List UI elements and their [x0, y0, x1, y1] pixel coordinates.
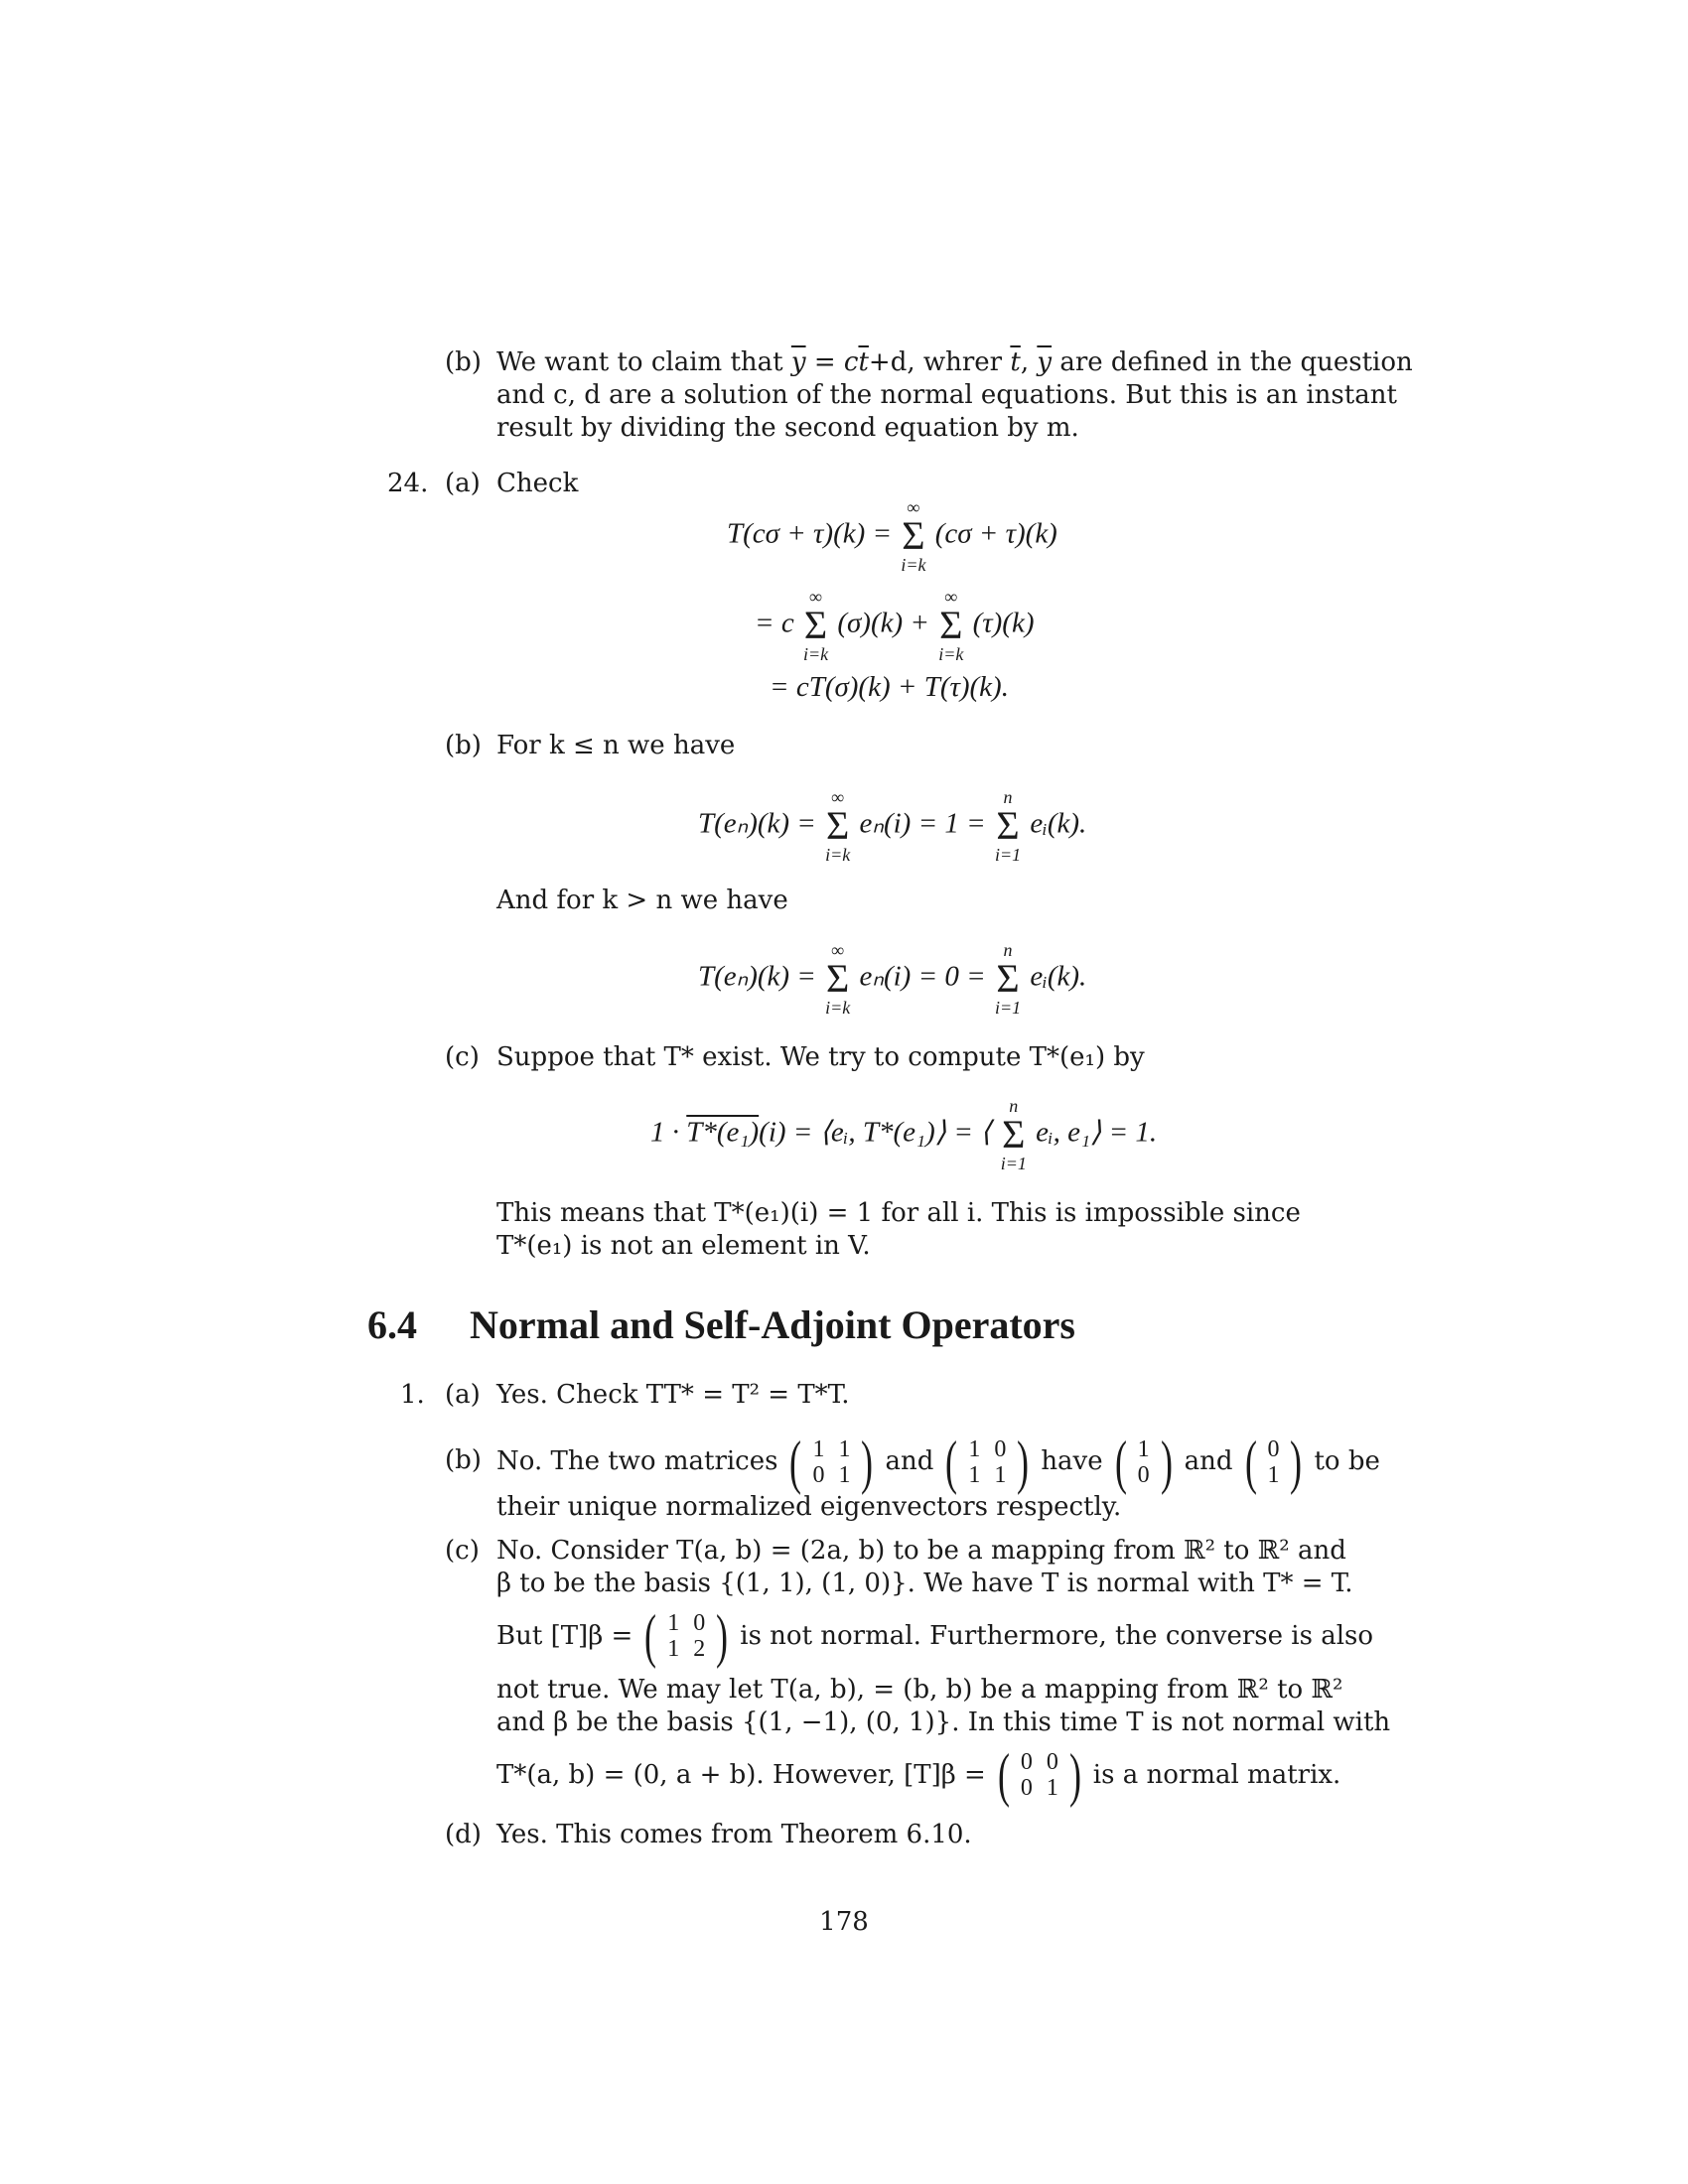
sum-symbol [1001, 1097, 1027, 1172]
eq-b2-lhs: T(eₙ)(k) = [698, 960, 816, 993]
item-24b-label: (b) [445, 731, 482, 760]
item-24c-text: Suppoe that T* exist. We try to compute T*(e₁) by [496, 1042, 1145, 1072]
tbar-symbol-2: $\overline{t}$ [1010, 347, 1021, 377]
matrix-cell: 0 [1020, 1749, 1033, 1775]
item-23b-line1 [496, 346, 1413, 379]
item-23b-label: (b) [445, 347, 482, 377]
item-1b-and1: and [885, 1446, 934, 1476]
sum-lower: i=k [825, 998, 851, 1018]
sigma-glyph: Σ [1002, 1112, 1026, 1157]
matrix-cell: 0 [1020, 1775, 1033, 1801]
matrix-b-1 [785, 1429, 877, 1495]
item-1c-line2: β to be the basis {(1, 1), (1, 0)}. We have T is normal with T* = T. [496, 1569, 1353, 1598]
item-24a-label: (a) [445, 469, 481, 498]
item-1b-label: (b) [445, 1445, 482, 1475]
ybar-symbol-2: $\overline{y}$ [1037, 347, 1053, 377]
sum-lower: i=k [825, 845, 851, 865]
sum-lower: i=1 [1000, 1154, 1027, 1173]
item-1c-label: (c) [445, 1536, 480, 1566]
item-1c-line5: and β be the basis {(1, −1), (0, 1)}. In this time T is not normal with [496, 1707, 1391, 1737]
equation-a1 [727, 498, 1057, 574]
item-23b-line3: result by dividing the second equation by m. [496, 413, 1079, 443]
sum-upper: n [1003, 940, 1013, 960]
matrix-cell: 1 [812, 1435, 825, 1462]
tbar-symbol: $\overline{t}$ [858, 347, 869, 377]
item-24c-text2: This means that T*(e₁)(i) = 1 for all i. This is impossible since [496, 1198, 1301, 1228]
matrix-cell: 1 [1137, 1435, 1150, 1462]
item-1c-line3a: But [T]β = [496, 1620, 633, 1651]
eq-a2-mid: (σ)(k) + [837, 607, 929, 639]
equation-c [650, 1097, 1157, 1172]
matrix-cell: 0 [1137, 1461, 1150, 1488]
matrix-cell: 1 [667, 1610, 680, 1636]
item-1b-tobe: to be [1314, 1446, 1380, 1476]
equation-b2 [698, 941, 1086, 1017]
item-1a-text: Yes. Check TT* = T² = T*T. [496, 1380, 850, 1410]
item-24a-text: Check [496, 469, 579, 498]
item-1-number: 1. [400, 1380, 425, 1410]
eq-d-whrer: +d, whrer [868, 347, 1011, 377]
paren-right: ) [716, 1603, 729, 1669]
matrix-c-2 [994, 1742, 1085, 1808]
matrix-cell: 2 [693, 1636, 706, 1662]
eq-a2-rhs: (τ)(k) [972, 607, 1035, 639]
section-number: 6.4 [367, 1302, 417, 1347]
equation-a3 [770, 671, 1009, 704]
sum-upper: n [1009, 1096, 1019, 1116]
matrix-cell: 1 [1046, 1775, 1058, 1801]
eq-c-rhs: eᵢ, e₁⟩ = 1. [1036, 1116, 1158, 1149]
sum-symbol [803, 588, 828, 663]
sum-lower: i=k [901, 555, 926, 575]
matrix-cell: 0 [994, 1435, 1007, 1462]
sigma-glyph: Σ [803, 603, 828, 647]
sum-symbol [938, 588, 963, 663]
item-1c-line3 [496, 1596, 1373, 1676]
item-1b-and2: and [1184, 1446, 1233, 1476]
sigma-glyph: Σ [826, 803, 850, 848]
vector-b-1 [1111, 1429, 1177, 1495]
eq-c-lhs: 1 · [650, 1116, 687, 1149]
sum-upper: ∞ [907, 497, 920, 517]
matrix-cell: 1 [838, 1435, 851, 1462]
matrix-cell: 1 [1267, 1461, 1280, 1488]
ybar-symbol: $\overline{y}$ [790, 347, 806, 377]
eq-b2-mid: eₙ(i) = 0 = [859, 960, 986, 993]
eq-a3: = cT(σ)(k) + T(τ)(k). [770, 671, 1009, 703]
paren-left: ( [644, 1603, 657, 1669]
paren-right: ) [861, 1429, 874, 1495]
matrix-cell: 0 [812, 1461, 825, 1488]
matrix-cell: 1 [838, 1461, 851, 1488]
item-1c-line6b: is a normal matrix. [1092, 1759, 1341, 1790]
equation-b1 [698, 788, 1086, 864]
item-24b-text2: And for k > n we have [496, 886, 788, 915]
item-1c-line6a: T*(a, b) = (0, a + b). However, [T]β = [496, 1759, 986, 1790]
eq-a1-lhs: T(cσ + τ)(k) = [727, 517, 893, 550]
eq-b2-rhs: eᵢ(k). [1030, 960, 1087, 993]
sum-symbol [825, 788, 850, 864]
sum-symbol [901, 498, 925, 574]
matrix-cell: 1 [968, 1461, 981, 1488]
matrix-b-2 [941, 1429, 1033, 1495]
sum-upper: ∞ [831, 940, 845, 960]
paren-left: ( [789, 1429, 802, 1495]
sum-lower: i=1 [994, 845, 1022, 865]
sum-lower: i=1 [994, 998, 1022, 1018]
sum-lower: i=k [802, 644, 829, 664]
matrix-cell: 1 [994, 1461, 1007, 1488]
matrix-cell: 1 [968, 1435, 981, 1462]
eq-c-overline: T*(e₁) [686, 1116, 760, 1149]
matrix-cell: 0 [1046, 1749, 1058, 1775]
matrix-cell: 1 [667, 1636, 680, 1662]
item-23b-line1-end: are defined in the question [1052, 347, 1413, 377]
item-1d-label: (d) [445, 1820, 482, 1849]
eq-c-mid: (i) = ⟨eᵢ, T*(e₁)⟩ = ⟨ [759, 1116, 992, 1149]
section-title: Normal and Self-Adjoint Operators [470, 1302, 1075, 1347]
item-24c-text3: T*(e₁) is not an element in V. [496, 1231, 871, 1261]
item-1c-line6 [496, 1735, 1340, 1815]
page-number: 178 [819, 1907, 869, 1937]
paren-right: ) [1160, 1429, 1173, 1495]
sum-upper: ∞ [831, 787, 845, 807]
eq-a2-pre: = c [755, 607, 794, 639]
sum-lower: i=k [938, 644, 964, 664]
paren-right: ) [1290, 1429, 1303, 1495]
paren-right: ) [1068, 1742, 1081, 1808]
item-24b-text: For k ≤ n we have [496, 731, 736, 760]
item-1c-line1: No. Consider T(a, b) = (2a, b) to be a mapping from ℝ² to ℝ² and [496, 1536, 1346, 1566]
item-24c-label: (c) [445, 1042, 480, 1072]
paren-left: ( [1244, 1429, 1257, 1495]
matrix-c-1 [640, 1603, 732, 1669]
item-1b-have: have [1041, 1446, 1103, 1476]
sigma-glyph: Σ [996, 956, 1020, 1001]
sigma-glyph: Σ [996, 803, 1020, 848]
item-1c-line3b: is not normal. Furthermore, the converse is also [740, 1620, 1374, 1651]
paren-right: ) [1017, 1429, 1030, 1495]
item-1c-line4: not true. We may let T(a, b), = (b, b) be a mapping from ℝ² to ℝ² [496, 1675, 1343, 1705]
item-1b-text2: their unique normalized eigenvectors respectly. [496, 1492, 1122, 1522]
comma: , [1020, 347, 1038, 377]
eq-a1-rhs: (cσ + τ)(k) [934, 517, 1057, 550]
matrix-cell: 0 [693, 1610, 706, 1636]
item-1d-text: Yes. This comes from Theorem 6.10. [496, 1820, 972, 1849]
sigma-glyph: Σ [902, 513, 925, 558]
equation-a2 [755, 588, 1035, 663]
item-24-number: 24. [387, 469, 429, 498]
sum-upper: ∞ [944, 587, 958, 607]
item-1a-label: (a) [445, 1380, 481, 1410]
eq-b1-rhs: eᵢ(k). [1030, 807, 1087, 840]
matrix-cell: 0 [1267, 1435, 1280, 1462]
paren-left: ( [997, 1742, 1010, 1808]
item-23b-line1-start: We want to claim that [496, 347, 791, 377]
vector-b-2 [1241, 1429, 1307, 1495]
paren-left: ( [945, 1429, 958, 1495]
sum-symbol [995, 941, 1021, 1017]
sum-upper: n [1003, 787, 1013, 807]
item-1b-text1: No. The two matrices [496, 1446, 778, 1476]
sum-upper: ∞ [809, 587, 822, 607]
eq-c: = c [805, 347, 859, 377]
eq-b1-lhs: T(eₙ)(k) = [698, 807, 816, 840]
sum-symbol [995, 788, 1021, 864]
sum-symbol [825, 941, 850, 1017]
sigma-glyph: Σ [826, 956, 850, 1001]
paren-left: ( [1114, 1429, 1127, 1495]
item-23b-line2: and c, d are a solution of the normal equations. But this is an instant [496, 380, 1397, 410]
sigma-glyph: Σ [939, 603, 963, 647]
eq-b1-mid: eₙ(i) = 1 = [859, 807, 986, 840]
